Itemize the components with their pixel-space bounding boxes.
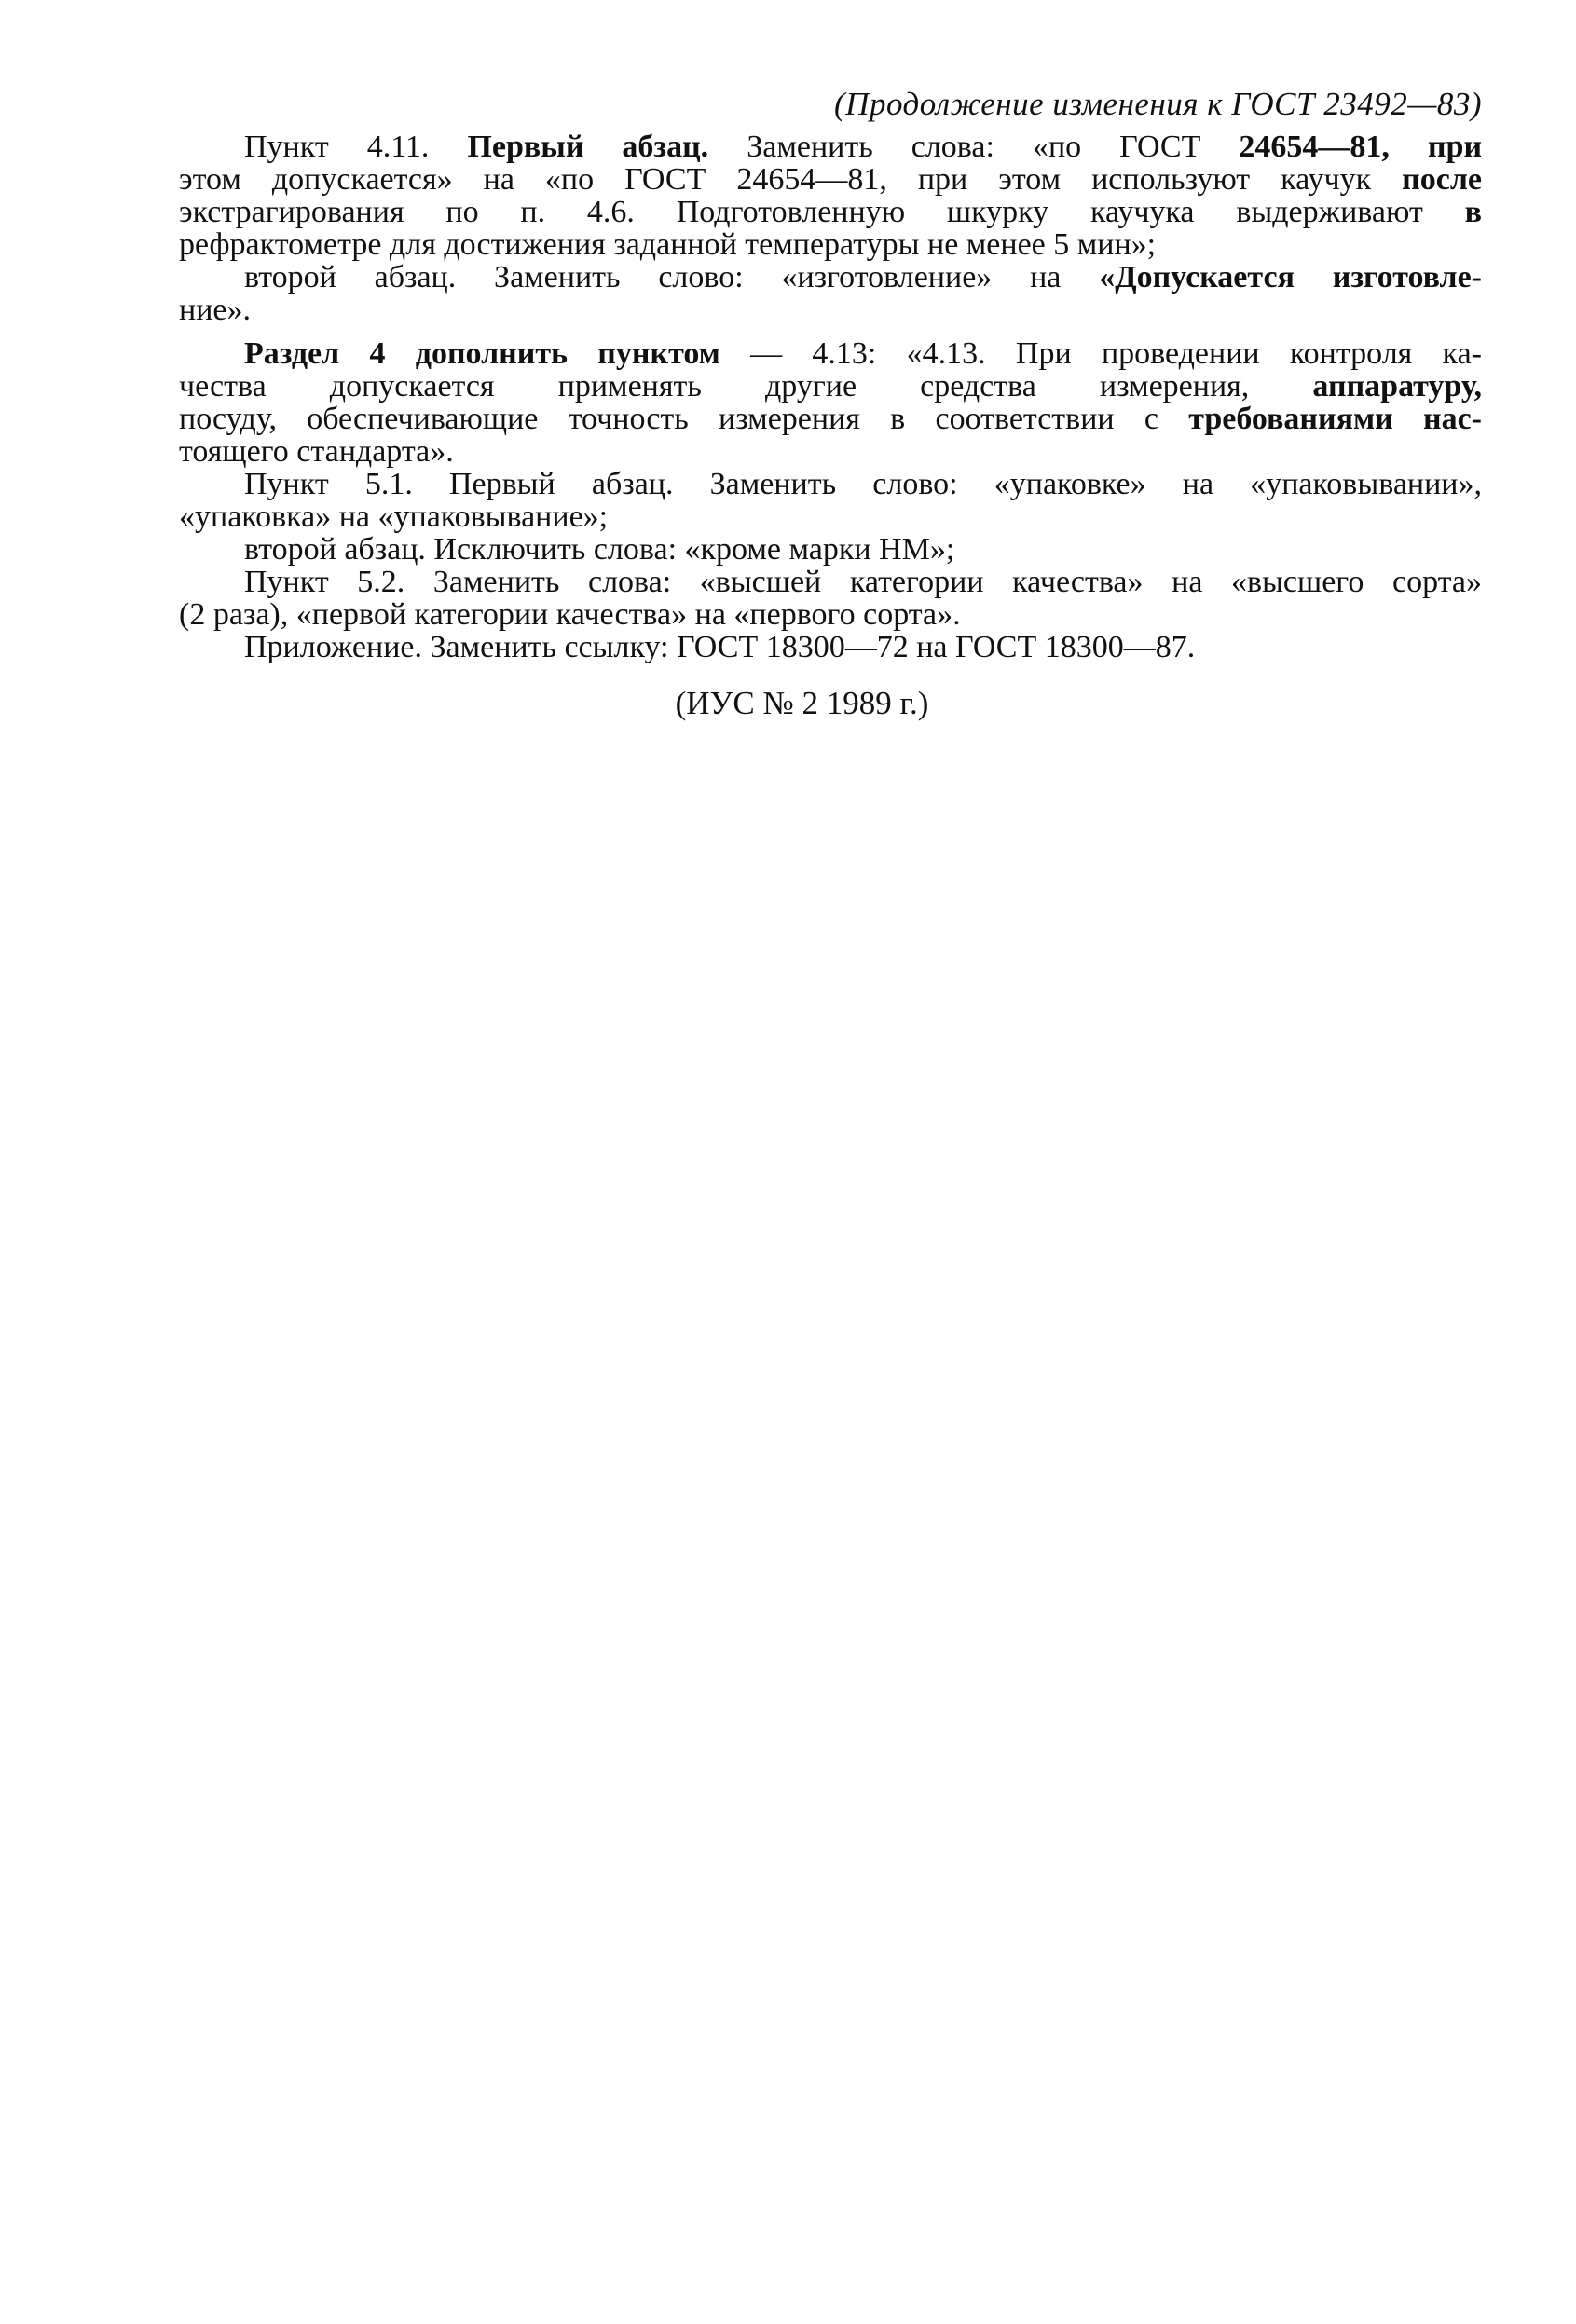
paragraph-point-4-11: [179, 130, 1482, 261]
text-line: (2 раза), «первой категории качества» на «первого сорта».: [179, 597, 961, 632]
text-run-bold: требованиями нас-: [1188, 402, 1482, 436]
text-line: [179, 196, 1482, 228]
text-line: [179, 337, 1482, 370]
text-line: [179, 370, 1482, 403]
text-run-bold: 24654—81, при: [1239, 130, 1483, 164]
text-line: Пункт 5.1. Первый абзац. Заменить слово: «упаковке» на «упаковывании»,: [244, 467, 1482, 501]
paragraph-point-5-2: [179, 566, 1482, 631]
paragraph-point-5-1: [179, 468, 1482, 533]
text-run-bold: аппаратуру,: [1312, 369, 1482, 403]
text-run: Пункт 4.11.: [244, 130, 430, 164]
text-line: [179, 261, 1482, 294]
text-run: этом допускается» на «по ГОСТ 24654—81, при этом используют каучук: [179, 162, 1372, 197]
text-line: [179, 130, 1482, 163]
text-run: чества допускается применять другие средства измерения,: [179, 369, 1250, 403]
text-line: рефрактометре для достижения заданной температуры не менее 5 мин»;: [179, 227, 1157, 262]
text-line: [179, 403, 1482, 435]
paragraph-appendix: [179, 631, 1482, 663]
text-run-bold: Раздел 4 дополнить пунктом: [244, 336, 720, 371]
paragraph-second-abzac-2: [179, 533, 1482, 566]
document-body: [179, 130, 1482, 663]
text-line: Пункт 5.2. Заменить слова: «высшей категории качества» на «высшего сорта»: [244, 565, 1482, 599]
text-run: экстрагирования по п. 4.6. Подготовленную шкурку каучука выдерживают: [179, 195, 1423, 229]
paragraph-section-4: [179, 337, 1482, 468]
paragraph-second-abzac-1: [179, 261, 1482, 326]
text-run: посуду, обеспечивающие точность измерения в соответствии с: [179, 402, 1158, 436]
text-run: Заменить слова: «по ГОСТ: [747, 130, 1201, 164]
continuation-header: (Продолжение изменения к ГОСТ 23492—83): [834, 86, 1482, 122]
text-line: тоящего стандарта».: [179, 434, 454, 469]
text-line: «упаковка» на «упаковывание»;: [179, 499, 609, 534]
text-line: Приложение. Заменить ссылку: ГОСТ 18300—72 на ГОСТ 18300—87.: [244, 630, 1196, 664]
text-line: ние».: [179, 293, 251, 327]
source-reference: (ИУС № 2 1989 г.): [675, 685, 929, 721]
text-run-bold: после: [1402, 162, 1482, 197]
text-run: — 4.13: «4.13. При проведении контроля ка-: [750, 336, 1483, 371]
text-run: второй абзац. Заменить слово: «изготовление» на: [244, 260, 1062, 294]
text-run-bold: Первый абзац.: [467, 130, 709, 164]
text-run-bold: «Допускается изготовле-: [1099, 260, 1483, 294]
text-line: [179, 163, 1482, 196]
text-line: второй абзац. Исключить слова: «кроме марки НМ»;: [244, 532, 955, 567]
text-run-bold: в: [1464, 195, 1482, 229]
